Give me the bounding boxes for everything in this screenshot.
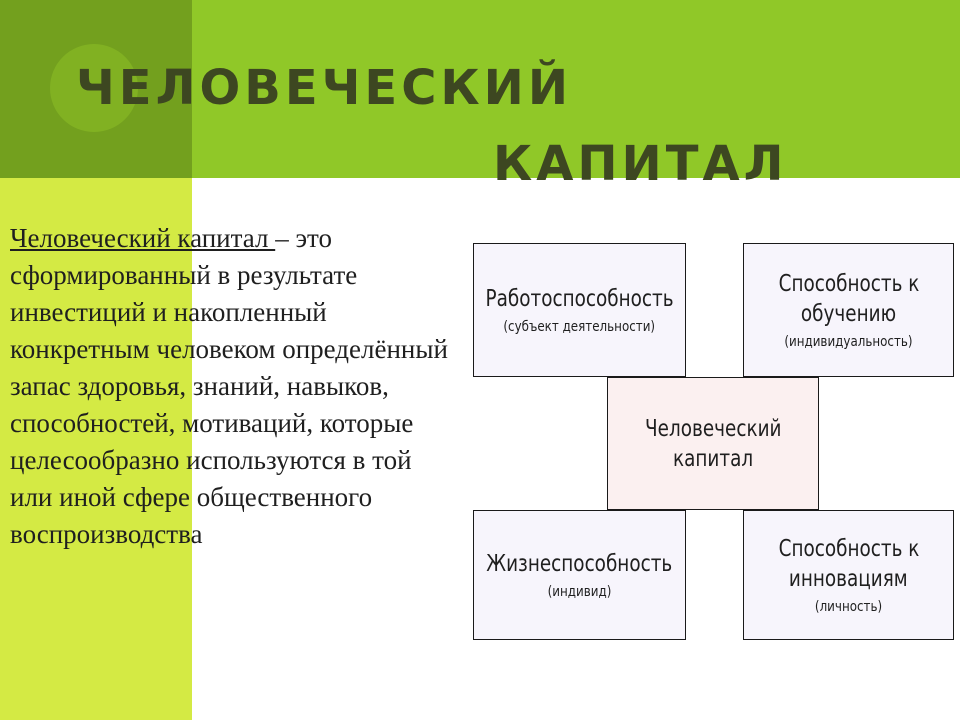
box-vitality [473, 510, 686, 640]
box-learning-ability-sublabel: (индивидуальность) [784, 334, 913, 350]
box-work-capacity [473, 243, 686, 377]
box-work-capacity-label: Работоспособность [485, 286, 674, 312]
box-learning-ability [743, 243, 954, 377]
box-work-capacity-sublabel: (субъект деятельности) [503, 319, 656, 335]
box-vitality-label: Жизнеспособность [486, 551, 673, 577]
slide-title-line1: ЧЕЛОВЕЧЕСКИЙ [76, 60, 573, 116]
box-innovation-ability-label-line2: инновациям [789, 566, 908, 592]
definition-paragraph [10, 220, 460, 553]
slide-title-line2: КАПИТАЛ [493, 136, 788, 192]
box-innovation-ability [743, 510, 954, 640]
box-human-capital-line1: Человеческий [644, 415, 782, 442]
box-vitality-sublabel: (индивид) [547, 584, 612, 600]
box-human-capital-line2: капитал [672, 445, 754, 472]
box-learning-ability-label-line1: Способность к [778, 271, 919, 297]
definition-term: Человеческий капитал [10, 223, 276, 253]
box-learning-ability-label-line2: обучению [800, 301, 897, 327]
box-human-capital [607, 377, 819, 510]
definition-text: – это сформированный в результате инвестиций и накопленный конкретным человеком определённый запас здоровья, знаний, навыков, способностей, мотиваций, которые целесообразно используются в той или иной сфере общественного воспроизводства [10, 223, 448, 549]
box-innovation-ability-label-line1: Способность к [778, 536, 919, 562]
box-innovation-ability-sublabel: (личность) [814, 599, 883, 615]
